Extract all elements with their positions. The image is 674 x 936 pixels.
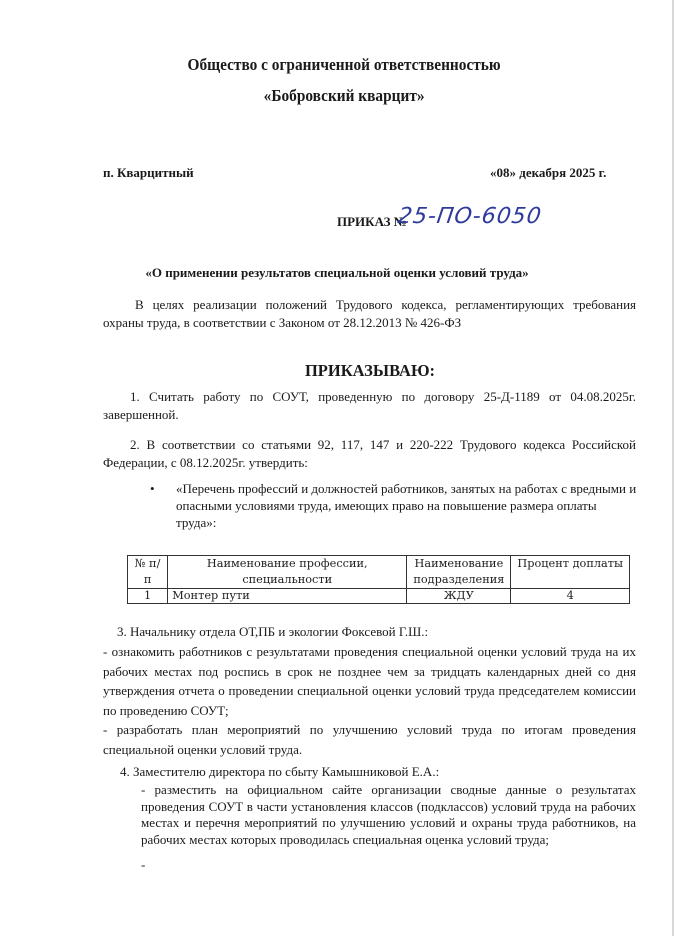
order-heading: ПРИКАЗЫВАЮ: [304, 361, 436, 380]
order-item-3-body [103, 642, 636, 759]
order-subject: «О применении результатов специальной оценки условий труда» [145, 265, 529, 280]
document-date: «08» декабря 2025 г. [490, 165, 607, 180]
order-item-4-body: - разместить на официальном сайте организации сводные данные о результатах проведения СОУТ в части установления классов (подклассов) условий труда на рабочих местах и перечня мероприятий по улучшению условий и охраны труда работников, на рабочих местах которых проводилась специальная оценка условий труда; [141, 782, 636, 847]
bullet-text: «Перечень профессий и должностей работников, занятых на работах с вредными и опасными условиями труда, имеющих право на повышение размера оплаты труда»: [176, 481, 637, 530]
order-label: ПРИКАЗ № [337, 214, 407, 229]
cell-department: ЖДУ [407, 589, 511, 604]
table-row [128, 589, 630, 604]
order-item-3-task-1: - ознакомить работников с результатами проведения специальной оценки условий труда на их рабочих местах под роспись в срок не позднее чем за тридцать календарных дней со дня утверждения отчета о проведении специальной оценки условий труда председателем комиссии по проведению СОУТ; [103, 644, 636, 718]
intro-paragraph: В целях реализации положений Трудового кодекса, регламентирующих требования охраны труда, в соответствии с Законом от 28.12.2013 № 426-ФЗ [103, 297, 636, 330]
header-surcharge-percent: Процент доплаты [511, 556, 630, 589]
organization-name-line2: «Бобровский кварцит» [263, 86, 425, 105]
order-item-3-task-2: - разработать план мероприятий по улучшению условий труда по итогам проведения специальной оценки условий труда. [103, 722, 636, 757]
cell-profession: Монтер пути [168, 589, 407, 604]
handwritten-order-number: 25-ПО-6050 [396, 204, 544, 229]
trailing-dash: - [141, 857, 146, 872]
header-department: Наименование подразделения [407, 556, 511, 589]
cell-surcharge-percent: 4 [511, 589, 630, 604]
organization-name-line1: Общество с ограниченной ответственностью [187, 55, 501, 74]
order-item-1: 1. Считать работу по СОУТ, проведенную по договору 25-Д-1189 от 04.08.2025г. завершенной. [103, 389, 636, 422]
header-number: № п/п [128, 556, 168, 589]
place-label: п. Кварцитный [103, 165, 194, 180]
table-header-row [128, 556, 630, 589]
bullet-icon: • [150, 481, 155, 496]
cell-number: 1 [128, 589, 168, 604]
professions-table [127, 555, 630, 604]
order-item-2: 2. В соответствии со статьями 92, 117, 147 и 220-222 Трудового кодекса Российской Федерации, с 08.12.2025г. утвердить: [103, 437, 636, 470]
header-profession: Наименование профессии, специальности [168, 556, 407, 589]
order-item-3-heading: 3. Начальнику отдела ОТ,ПБ и экологии Фоксевой Г.Ш.: [117, 624, 429, 639]
order-item-4-heading: 4. Заместителю директора по сбыту Камышниковой Е.А.: [120, 764, 440, 779]
